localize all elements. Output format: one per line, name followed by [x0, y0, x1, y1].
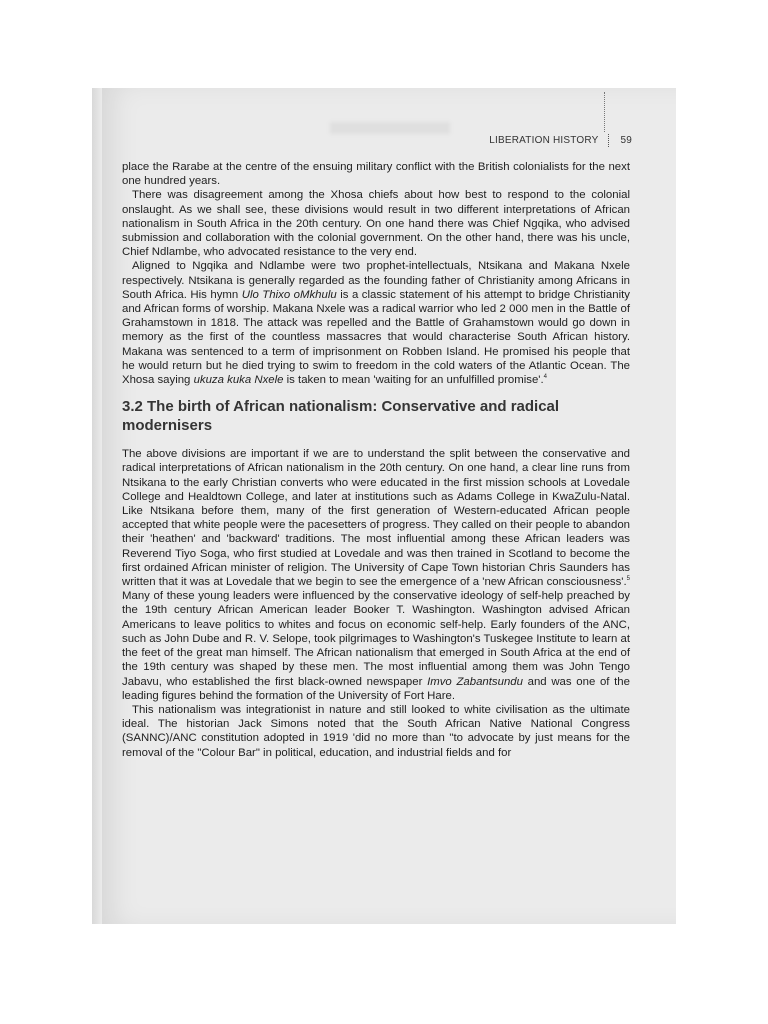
section-heading: 3.2 The birth of African nationalism: Conservative and radical modernisers	[122, 398, 560, 435]
paragraph-4-text-c: and was one of the leading figures behind the formation of the University of Fort Hare.	[122, 675, 630, 702]
newspaper-title: Imvo Zabantsundu	[427, 675, 523, 688]
running-header	[400, 134, 632, 147]
paragraph-4	[122, 447, 630, 703]
bleed-through-shadow	[330, 122, 450, 134]
paragraph-4-text-a: The above divisions are important if we are to understand the split between the conservative and radical interpretations of African nationalism in the 20th century. On one hand, a clear line runs from Ntsikana to the early Christian converts who were educated in the first mission schools at Lovedale College and Healdtown College, and later at institutions such as Adams College in KwaZulu-Natal. Like Ntsikana before them, many of the first generation of Western-educated African people accepted that white people were the pacesetters of progress. They called on their people to abandon their 'heathen' and 'backward' traditions. The most influential among these African leaders was Reverend Tiyo Soga, who first studied at Lovedale and was then trained in Scotland to become the first ordained African minister of religion. The University of Cape Town historian Chris Saunders has written that it was at Lovedale that we begin to see the emergence of a 'new African consciousness'.	[122, 448, 630, 589]
running-title: LIBERATION HISTORY	[489, 135, 599, 146]
header-separator	[608, 134, 610, 147]
xhosa-saying: ukuza kuka Nxele	[193, 374, 284, 387]
paragraph-3-text-a: Aligned to Ngqika and Ndlambe were two prophet-intellectuals, Ntsikana and Makana Nxele respectively. Ntsikana is generally regarded as the founding father of Christianity among Africans in South Africa. His hymn	[122, 260, 630, 301]
footnote-ref-4: 4	[543, 374, 547, 381]
paragraph-3	[122, 259, 630, 387]
paragraph-2: There was disagreement among the Xhosa chiefs about how best to respond to the colonial onslaught. As we shall see, these divisions would result in two different interpretations of African nationalism in South Africa in the 20th century. On one hand there was Chief Ngqika, who advised submission and collaboration with the colonial government. On the other hand, there was his uncle, Chief Ndlambe, who advocated resistance to the very end.	[122, 189, 630, 259]
header-dotted-rule	[604, 92, 605, 132]
page-gutter-shadow	[92, 88, 102, 924]
page-number: 59	[620, 135, 632, 146]
paragraph-5: This nationalism was integrationist in nature and still looked to white civilisation as the ultimate ideal. The historian Jack Simons noted that the South African Native National Congress (SANNC)/ANC constitution adopted in 1919 'did no more than "to advocate by just means for the removal of the "Colour Bar" in political, education, and industrial fields and for	[122, 703, 630, 759]
footnote-ref-5: 5	[626, 576, 630, 583]
page-body	[122, 160, 630, 760]
paragraph-3-text-c: is taken to mean 'waiting for an unfulfilled promise'.	[283, 374, 544, 387]
paragraph-1: place the Rarabe at the centre of the ensuing military conflict with the British colonialists for the next one hundred years.	[122, 161, 630, 188]
hymn-title: Ulo Thixo oMkhulu	[241, 288, 337, 301]
paragraph-4-text-b: Many of these young leaders were influenced by the conservative ideology of self-help preached by the 19th century African American leader Booker T. Washington. Washington advised African Americans to leave politics to whites and focus on economic self-help. Early founders of the ANC, such as John Dube and R. V. Selope, took pilgrimages to Washington's Tuskegee Institute to learn at the feet of the great man himself. The African nationalism that emerged in South Africa at the end of the 19th century was shaped by these men. The most influential among them was John Tengo Jabavu, who established the first black-owned newspaper	[122, 590, 630, 688]
paragraph-3-text-b: is a classic statement of his attempt to bridge Christianity and African forms of worship. Makana Nxele was a radical warrior who led 2 000 men in the Battle of Grahamstown in 1818. The attack was repelled and the Battle of Grahamstown would go down in memory as the first of the countless massacres that would characterise South African history. Makana was sentenced to a term of imprisonment on Robben Island. He promised his people that he would return but he died trying to swim to freedom in the cold waters of the Atlantic Ocean. The Xhosa saying	[122, 288, 630, 387]
